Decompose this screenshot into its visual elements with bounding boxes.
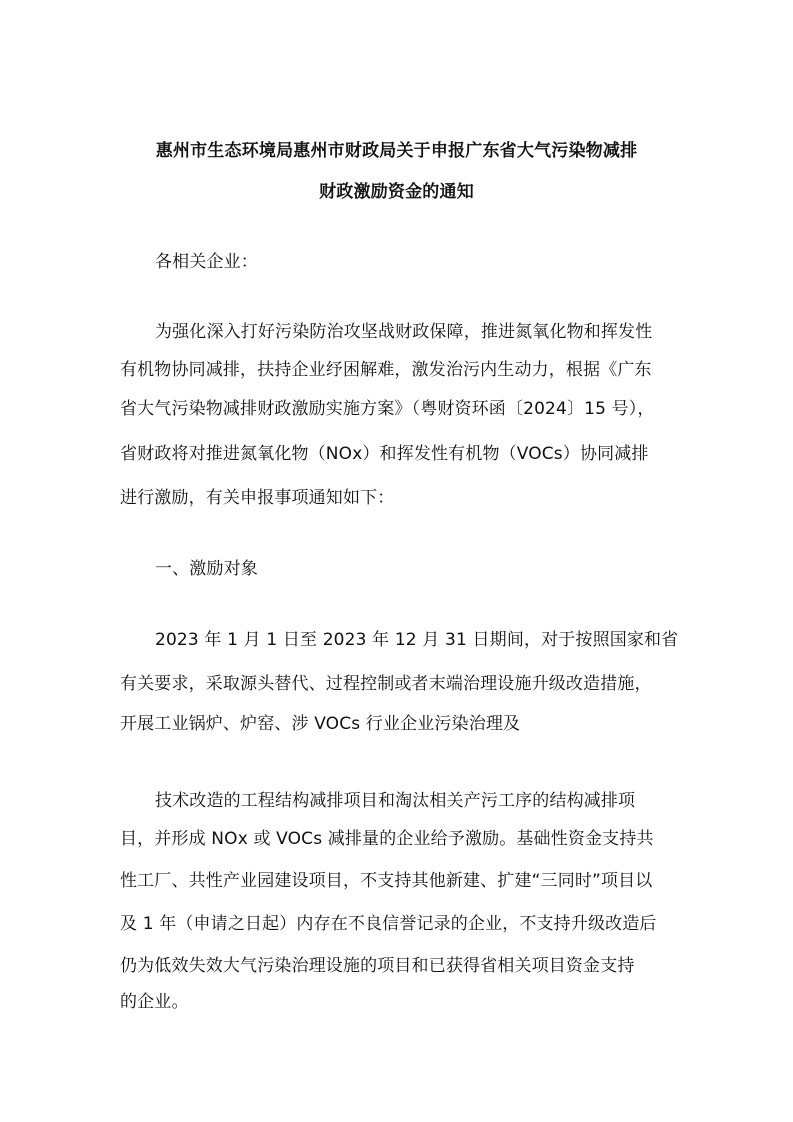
section-1-heading: 一、激励对象 bbox=[155, 559, 258, 579]
section-1-paragraph-2-line: 技术改造的工程结构减排项目和淘汰相关产污工序的结构减排项 bbox=[155, 791, 636, 811]
section-1-paragraph-1-line: 开展工业锅炉、炉窑、涉 VOCs 行业企业污染治理及 bbox=[120, 714, 521, 734]
section-1-paragraph-2-line: 目，并形成 NOx 或 VOCs 减排量的企业给予激励。基础性资金支持共 bbox=[120, 829, 654, 849]
intro-line: 为强化深入打好污染防治攻坚战财政保障，推进氮氧化物和挥发性 bbox=[155, 322, 653, 342]
section-1-paragraph-2-line: 及 1 年（申请之日起）内存在不良信誉记录的企业，不支持升级改造后 bbox=[120, 914, 657, 934]
document-title-line-1: 惠州市生态环境局惠州市财政局关于申报广东省大气污染物减排 bbox=[155, 141, 638, 161]
section-1-paragraph-2-line: 的企业。 bbox=[120, 992, 189, 1012]
document-title-line-2: 财政激励资金的通知 bbox=[319, 182, 474, 202]
salutation: 各相关企业： bbox=[155, 252, 258, 272]
intro-line: 进行激励，有关申报事项通知如下： bbox=[120, 488, 395, 508]
intro-line: 有机物协同减排，扶持企业纾困解难，激发治污内生动力，根据《广东 bbox=[120, 360, 652, 380]
intro-line: 省财政将对推进氮氧化物（NOx）和挥发性有机物（VOCs）协同减排 bbox=[120, 444, 649, 464]
section-1-paragraph-1-line: 2023 年 1 月 1 日至 2023 年 12 月 31 日期间，对于按照国家和省 bbox=[155, 630, 679, 650]
intro-line: 省大气污染物减排财政激励实施方案》（粤财资环函〔2024〕15 号）， bbox=[120, 399, 655, 419]
section-1-paragraph-2-line: 性工厂、共性产业园建设项目，不支持其他新建、扩建“三同时”项目以 bbox=[120, 871, 653, 891]
section-1-paragraph-1-line: 有关要求，采取源头替代、过程控制或者末端治理设施升级改造措施， bbox=[120, 674, 652, 694]
section-1-paragraph-2-line: 仍为低效失效大气污染治理设施的项目和已获得省相关项目资金支持 bbox=[120, 956, 635, 976]
